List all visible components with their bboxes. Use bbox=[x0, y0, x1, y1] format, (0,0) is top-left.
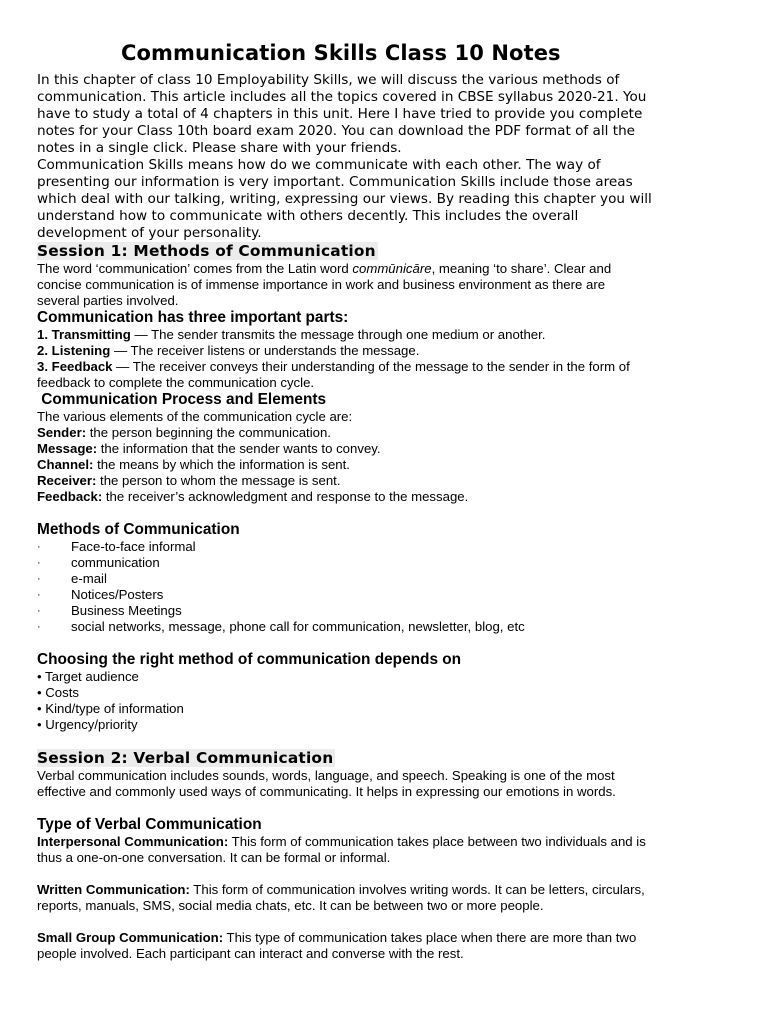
session-1-paragraph-line: several parties involved. bbox=[37, 293, 179, 308]
process-intro: The various elements of the communication cycle are: bbox=[37, 409, 353, 424]
element-text: the means by which the information is sent. bbox=[93, 457, 350, 472]
list-item-text: Business Meetings bbox=[71, 603, 182, 618]
list-item: • Kind/type of information bbox=[37, 701, 184, 716]
page-title: Communication Skills Class 10 Notes bbox=[121, 41, 561, 65]
spacer bbox=[37, 800, 737, 816]
type-label: Written Communication: bbox=[37, 882, 190, 897]
methods-heading: Methods of Communication bbox=[37, 521, 240, 538]
type-item-continued: thus a one-on-one conversation. It can be formal or informal. bbox=[37, 850, 391, 865]
latin-word: commūnicāre bbox=[352, 261, 432, 276]
session-1-text: The word ‘communication’ comes from the Latin word bbox=[37, 261, 353, 276]
part-text: — The receiver listens or understands the message. bbox=[110, 343, 420, 358]
list-item bbox=[37, 555, 737, 571]
bullet: · bbox=[37, 605, 41, 617]
list-item bbox=[37, 539, 737, 555]
element-label: Sender: bbox=[37, 425, 87, 440]
part-item bbox=[37, 327, 737, 343]
session-1-text: , meaning ‘to share’. Clear and bbox=[431, 261, 612, 276]
list-item bbox=[37, 603, 737, 619]
session-2-heading: Session 2: Verbal Communication bbox=[37, 749, 334, 767]
list-item: • Costs bbox=[37, 685, 79, 700]
list-item: • Urgency/priority bbox=[37, 717, 138, 732]
element-text: the person to whom the message is sent. bbox=[96, 473, 341, 488]
session-2-paragraph-line: Verbal communication includes sounds, words, language, and speech. Speaking is one of the most bbox=[37, 768, 615, 783]
session-1-paragraph bbox=[37, 261, 737, 277]
intro-line: which deal with our talking, writing, expressing our views. By reading this chapter you will bbox=[37, 191, 652, 207]
intro-line: notes in a single click. Please share with your friends. bbox=[37, 140, 402, 156]
bullet: · bbox=[37, 589, 41, 601]
list-item-text: social networks, message, phone call for communication, newsletter, blog, etc bbox=[71, 619, 525, 634]
part-label: 2. Listening bbox=[37, 343, 111, 358]
list-item-text: Face-to-face informal bbox=[71, 539, 196, 554]
list-item bbox=[37, 571, 737, 587]
element-text: the information that the sender wants to convey. bbox=[97, 441, 381, 456]
part-label: 1. Transmitting bbox=[37, 327, 131, 342]
list-item bbox=[37, 619, 737, 635]
element-label: Feedback: bbox=[37, 489, 103, 504]
intro-line: Communication Skills means how do we communicate with each other. The way of bbox=[37, 157, 601, 173]
type-label: Small Group Communication: bbox=[37, 930, 224, 945]
spacer bbox=[37, 635, 737, 651]
element-item bbox=[37, 457, 737, 473]
intro-line: communication. This article includes all the topics covered in CBSE syllabus 2020-21. You bbox=[37, 89, 647, 105]
element-item bbox=[37, 425, 737, 441]
spacer bbox=[37, 866, 737, 882]
bullet: · bbox=[37, 541, 41, 553]
part-text: — The receiver conveys their understanding of the message to the sender in the form of bbox=[112, 359, 630, 374]
element-item bbox=[37, 489, 737, 505]
element-item bbox=[37, 441, 737, 457]
element-label: Message: bbox=[37, 441, 98, 456]
type-text: This type of communication takes place when there are more than two bbox=[223, 930, 637, 945]
parts-heading: Communication has three important parts: bbox=[37, 309, 349, 326]
type-item bbox=[37, 834, 737, 850]
intro-line: In this chapter of class 10 Employability Skills, we will discuss the various methods of bbox=[37, 72, 620, 88]
list-item bbox=[37, 587, 737, 603]
part-label: 3. Feedback bbox=[37, 359, 113, 374]
session-2-paragraph-line: effective and commonly used ways of communicating. It helps in expressing our emotions in words. bbox=[37, 784, 616, 799]
bullet: · bbox=[37, 621, 41, 633]
types-heading: Type of Verbal Communication bbox=[37, 816, 262, 833]
process-heading: Communication Process and Elements bbox=[37, 391, 327, 408]
element-label: Channel: bbox=[37, 457, 94, 472]
intro-line: understand how to communicate with others decently. This includes the overall bbox=[37, 208, 579, 224]
element-item bbox=[37, 473, 737, 489]
part-text: — The sender transmits the message through one medium or another. bbox=[130, 327, 546, 342]
intro-line: notes for your Class 10th board exam 2020. You can download the PDF format of all the bbox=[37, 123, 636, 139]
part-item bbox=[37, 359, 737, 375]
bullet: · bbox=[37, 557, 41, 569]
part-item-continued: feedback to complete the communication cycle. bbox=[37, 375, 315, 390]
list-item: • Target audience bbox=[37, 669, 139, 684]
list-item-text: Notices/Posters bbox=[71, 587, 164, 602]
choosing-heading: Choosing the right method of communication depends on bbox=[37, 651, 462, 668]
intro-line: presenting our information is very important. Communication Skills include those areas bbox=[37, 174, 633, 190]
part-item bbox=[37, 343, 737, 359]
element-text: the person beginning the communication. bbox=[86, 425, 331, 440]
type-label: Interpersonal Communication: bbox=[37, 834, 229, 849]
type-item bbox=[37, 930, 737, 946]
session-1-heading: Session 1: Methods of Communication bbox=[37, 242, 376, 260]
intro-line: have to study a total of 4 chapters in this unit. Here I have tried to provide you complete bbox=[37, 106, 643, 122]
element-label: Receiver: bbox=[37, 473, 97, 488]
document-page bbox=[37, 40, 737, 962]
list-item-text: communication bbox=[71, 555, 160, 570]
list-item-text: e-mail bbox=[71, 571, 107, 586]
type-item-continued: people involved. Each participant can interact and converse with the rest. bbox=[37, 946, 464, 961]
intro-line: development of your personality. bbox=[37, 225, 262, 241]
session-1-paragraph-line: concise communication is of immense importance in work and business environment as there are bbox=[37, 277, 606, 292]
type-text: This form of communication involves writing words. It can be letters, circulars, bbox=[189, 882, 645, 897]
spacer bbox=[37, 733, 737, 749]
spacer bbox=[37, 505, 737, 521]
element-text: the receiver’s acknowledgment and response to the message. bbox=[102, 489, 469, 504]
type-text: This form of communication takes place between two individuals and is bbox=[228, 834, 646, 849]
type-item bbox=[37, 882, 737, 898]
spacer bbox=[37, 914, 737, 930]
intro-paragraph bbox=[37, 72, 737, 242]
type-item-continued: reports, manuals, SMS, social media chats, etc. It can be between two or more people. bbox=[37, 898, 544, 913]
bullet: · bbox=[37, 573, 41, 585]
